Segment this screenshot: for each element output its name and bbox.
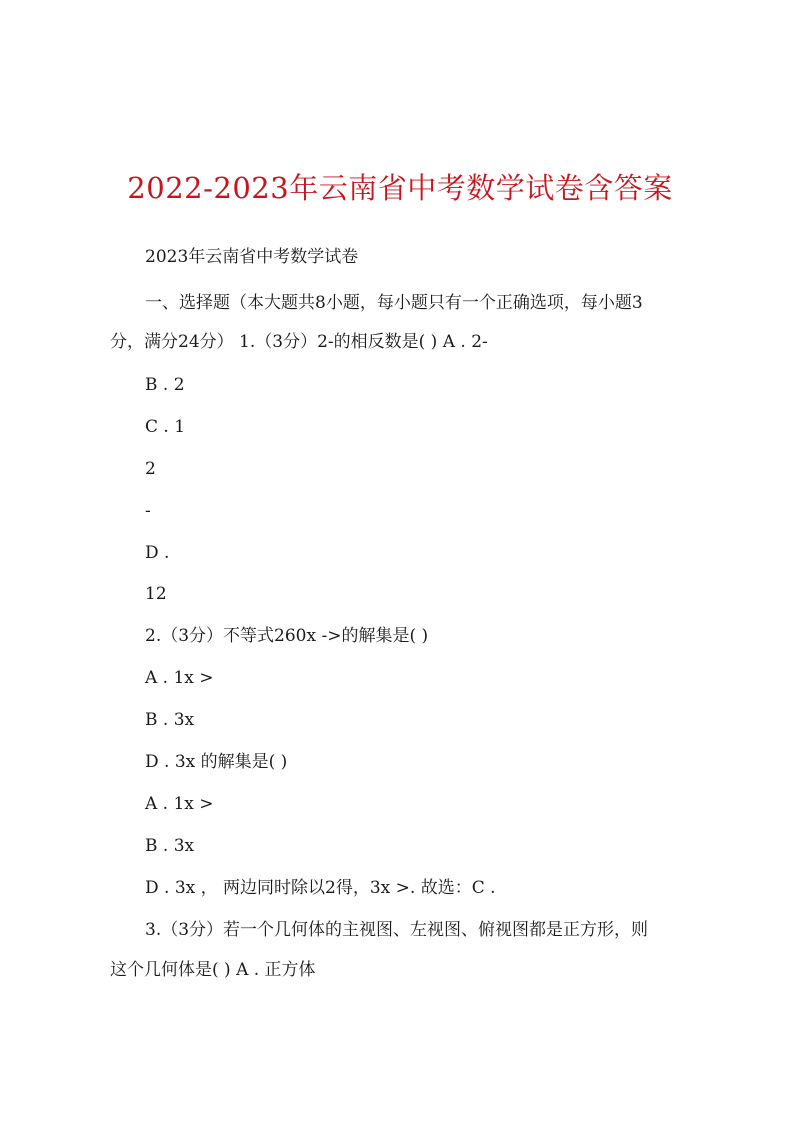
section-heading-line2: 分，满分24分） 1.（3分）2-的相反数是( ) A . 2- <box>110 332 488 352</box>
q2-option-d: D . 3x 的解集是( ) <box>145 752 288 772</box>
q1-option-d: D . <box>145 543 170 563</box>
document-title: 2022-2023年云南省中考数学试卷含答案 <box>127 171 673 205</box>
q1-fraction-denominator: 2 <box>145 459 156 479</box>
section-heading-line1: 一、选择题（本大题共8小题，每小题只有一个正确选项，每小题3 <box>145 293 643 313</box>
question-2: 2.（3分）不等式260x ->的解集是( ) <box>145 626 429 646</box>
q1-fraction-sign: - <box>145 501 151 521</box>
q2-answer-option-b: B . 3x <box>145 836 195 856</box>
exam-subtitle: 2023年云南省中考数学试卷 <box>145 247 359 267</box>
q2-answer-option-a: A . 1x > <box>145 794 214 814</box>
q2-answer-solution: D . 3x ， 两边同时除以2得，3x >. 故选：C . <box>145 878 496 898</box>
q1-option-b: B . 2 <box>145 375 185 395</box>
q1-option-c: C . 1 <box>145 417 186 437</box>
q1-option-d-value: 12 <box>145 584 167 604</box>
question-3-line2: 这个几何体是( ) A . 正方体 <box>110 960 316 980</box>
question-3-line1: 3.（3分）若一个几何体的主视图、左视图、俯视图都是正方形，则 <box>145 920 649 940</box>
q2-option-b: B . 3x <box>145 710 195 730</box>
q2-option-a: A . 1x > <box>145 668 214 688</box>
